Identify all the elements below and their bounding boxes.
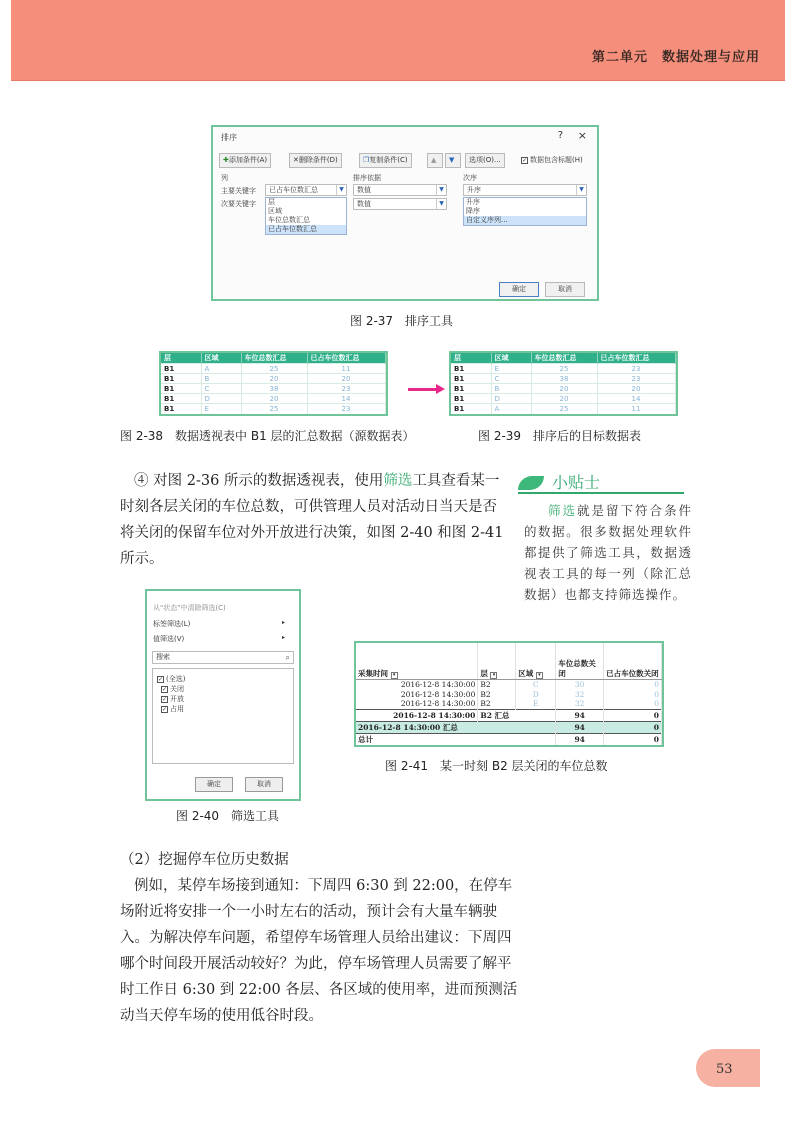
- header-time: 采集时间 ▾: [356, 643, 478, 679]
- header-area: 区域 ▾: [516, 643, 556, 679]
- table-row: [451, 364, 675, 374]
- subtotal-row: [356, 709, 662, 721]
- body-paragraph-2: 例如，某停车场接到通知：下周四 6:30 到 22:00，在停车场附近将安排一个一小时左右的活动，预计会有大量车辆驶入。为解决停车问题，希望停车场管理人员给出建议：下周四哪个时间段开展活动较好？为此，停车场管理人员需要了解平时工作日 6:30 到 22:00 各层、各区域的使用率，进而预测活动当天停车场的使用低谷时段。: [120, 878, 518, 1024]
- chevron-down-icon: ▼: [576, 185, 586, 195]
- chevron-right-icon: ▸: [281, 634, 285, 641]
- table-cell: 2016-12-8 14:30:00: [356, 699, 478, 709]
- table-cell: E: [201, 404, 241, 414]
- field-option[interactable]: 车位总数汇总: [268, 216, 310, 224]
- option-select-all[interactable]: ✓ (全选): [158, 675, 186, 683]
- caption-fig-2-38: 图 2-38 数据透视表中 B1 层的汇总数据（源数据表）: [120, 429, 415, 443]
- time-total-row: [356, 721, 662, 733]
- table-cell: 0: [604, 709, 662, 721]
- table-cell: 23: [597, 364, 675, 374]
- cancel-button[interactable]: 取消: [245, 777, 283, 792]
- table-cell: 2016-12-8 14:30:00 汇总: [356, 721, 556, 733]
- table-row: [356, 679, 662, 689]
- value-filter-item[interactable]: 值筛选(V) ▸: [153, 634, 285, 643]
- tip-text: [524, 500, 692, 605]
- table-cell: 0: [604, 733, 662, 745]
- move-up-button[interactable]: ▲: [427, 153, 443, 168]
- table-cell: A: [491, 404, 531, 414]
- table-cell: B1: [161, 364, 201, 374]
- table-cell: 总计: [356, 733, 556, 745]
- header-band: [11, 0, 785, 80]
- table-row: [161, 394, 385, 404]
- filter-icon[interactable]: ▾: [490, 672, 497, 679]
- order-option[interactable]: 降序: [466, 207, 480, 215]
- filter-icon[interactable]: ▾: [536, 672, 543, 679]
- checkbox-icon: ✓: [162, 685, 168, 693]
- table-cell: B2: [478, 699, 516, 709]
- table-cell: 20: [597, 384, 675, 394]
- checkbox-icon: ✓: [522, 156, 528, 164]
- table-cell: C: [516, 679, 556, 689]
- filter-options-list: [152, 668, 294, 764]
- para1-text-end: 工具查看某一时刻各层关闭的车位总数，可供管理人员对活动日当天是否将关闭的保留车位对外开放进行决策，如图 2-40 和图 2-41 所示。: [120, 473, 504, 567]
- ok-button[interactable]: 确定: [195, 777, 233, 792]
- tip-underline: [518, 492, 684, 494]
- grand-total-row: [356, 733, 662, 745]
- table-cell: 14: [307, 394, 385, 404]
- field-option[interactable]: 区域: [268, 207, 282, 215]
- caption-fig-2-39: 图 2-39 排序后的目标数据表: [478, 429, 642, 443]
- body-paragraph-1: [120, 468, 508, 572]
- clear-filter-item[interactable]: 从"状态"中清除筛选(C): [153, 604, 226, 612]
- table-row: [451, 374, 675, 384]
- add-condition-button[interactable]: ✚添加条件(A): [219, 153, 271, 168]
- table-cell: B: [491, 384, 531, 394]
- table-cell: E: [516, 699, 556, 709]
- filter-panel-screenshot: [145, 589, 301, 801]
- table-row: [161, 384, 385, 394]
- secondary-key-label: 次要关键字: [221, 200, 256, 208]
- tip-title: 小贴士: [552, 473, 601, 492]
- table-cell: E: [491, 364, 531, 374]
- table-cell: 11: [597, 404, 675, 414]
- table-cell: 20: [531, 394, 597, 404]
- table-row: [356, 689, 662, 699]
- field-option-selected[interactable]: 已占车位数汇总: [266, 225, 346, 234]
- options-button[interactable]: 选项(O)...: [465, 153, 505, 168]
- delete-icon: ✕: [293, 156, 299, 164]
- table-row: [451, 394, 675, 404]
- table-cell: 2016-12-8 14:30:00: [356, 709, 478, 721]
- table-row: [161, 374, 385, 384]
- has-header-checkbox[interactable]: ✓ 数据包含标题(H): [522, 156, 583, 164]
- unit-title: 第二单元 数据处理与应用: [591, 50, 760, 65]
- caption-fig-2-37: 图 2-37 排序工具: [350, 314, 454, 328]
- caption-fig-2-41: 图 2-41 某一时刻 B2 层关闭的车位总数: [385, 759, 608, 773]
- primary-sort-by-select[interactable]: 数值 ▼: [353, 184, 447, 196]
- table-cell: B1: [451, 374, 491, 384]
- header-cell: 已占车位数汇总: [307, 353, 385, 364]
- table-cell: B1: [161, 394, 201, 404]
- table-cell: 25: [241, 404, 307, 414]
- table-cell: 23: [597, 374, 675, 384]
- table-cell: B1: [161, 404, 201, 414]
- checkbox-icon: ✓: [162, 695, 168, 703]
- header-cell: 区域: [491, 353, 531, 364]
- table-cell: 11: [307, 364, 385, 374]
- option-closed[interactable]: ✓ 关闭: [162, 685, 184, 693]
- table-cell: D: [491, 394, 531, 404]
- chevron-down-icon: ▼: [436, 199, 446, 209]
- header-floor: 层 ▾: [478, 643, 516, 679]
- sorted-data-table: [449, 351, 678, 416]
- arrow-head-icon: [436, 384, 445, 394]
- table-cell: 0: [604, 699, 662, 709]
- table-cell: 20: [241, 394, 307, 404]
- table-cell: D: [201, 394, 241, 404]
- table-cell: B1: [161, 384, 201, 394]
- table-cell: A: [201, 364, 241, 374]
- table-cell: B1: [451, 384, 491, 394]
- table-cell: B2 汇总: [478, 709, 556, 721]
- table-cell: 32: [556, 689, 604, 699]
- leaf-icon: [518, 476, 544, 490]
- table-cell: 2016-12-8 14:30:00: [356, 679, 478, 689]
- header-cell: 车位总数汇总: [241, 353, 307, 364]
- para1-highlight: 筛选: [383, 473, 413, 489]
- dialog-title: 排序: [221, 133, 237, 142]
- table-header-row: [161, 353, 385, 364]
- header-occupied: 已占车位数关闭: [604, 643, 662, 679]
- table-cell: D: [516, 689, 556, 699]
- table-cell: B: [201, 374, 241, 384]
- table-cell: B1: [161, 374, 201, 384]
- table-cell: B1: [451, 394, 491, 404]
- field-dropdown-list: [265, 197, 347, 235]
- para1-text: ④ 对图 2-36 所示的数据透视表，使用: [134, 473, 384, 489]
- col-header-order: 次序: [463, 174, 477, 182]
- table-cell: 25: [241, 364, 307, 374]
- table-cell: 20: [531, 384, 597, 394]
- search-input[interactable]: 搜索 ⌕: [152, 651, 294, 664]
- tip-body: 就是留下符合条件的数据。很多数据处理软件都提供了筛选工具，数据透视表工具的每一列（除汇总数据）也都支持筛选操作。: [524, 503, 692, 602]
- option-occupied[interactable]: ✓ 占用: [162, 705, 184, 713]
- header-cell: 层: [161, 353, 201, 364]
- sort-dialog-screenshot: [211, 125, 599, 301]
- header-cell: 车位总数汇总: [531, 353, 597, 364]
- table-cell: 38: [531, 374, 597, 384]
- filter-icon[interactable]: ▾: [391, 672, 398, 679]
- primary-key-label: 主要关键字: [221, 187, 256, 195]
- table-cell: 23: [307, 384, 385, 394]
- table-row: [161, 364, 385, 374]
- caption-fig-2-40: 图 2-40 筛选工具: [176, 809, 280, 823]
- checkbox-icon: ✓: [158, 675, 164, 683]
- ok-button[interactable]: 确定: [499, 282, 539, 297]
- header-cell: 层: [451, 353, 491, 364]
- table-cell: C: [201, 384, 241, 394]
- table-row: [161, 404, 385, 414]
- table-cell: 30: [556, 679, 604, 689]
- source-data-table: [159, 351, 388, 416]
- table-cell: 94: [556, 709, 604, 721]
- option-open[interactable]: ✓ 开放: [162, 695, 184, 703]
- chevron-right-icon: ▸: [281, 619, 285, 626]
- table-cell: B2: [478, 689, 516, 699]
- checkbox-icon: ✓: [162, 705, 168, 713]
- chevron-down-icon: ▼: [336, 185, 346, 195]
- table-cell: B2: [478, 679, 516, 689]
- col-header-column: 列: [221, 174, 228, 182]
- pivot-table-screenshot: [354, 641, 664, 747]
- pivot-header-row: [356, 643, 662, 679]
- table-cell: 25: [531, 404, 597, 414]
- primary-key-select[interactable]: 已占车位数汇总 ▼: [265, 184, 347, 196]
- order-option-selected[interactable]: 自定义序列...: [464, 216, 586, 225]
- table-cell: 0: [604, 721, 662, 733]
- table-cell: 14: [597, 394, 675, 404]
- table-cell: 94: [556, 733, 604, 745]
- table-cell: 25: [531, 364, 597, 374]
- plus-icon: ✚: [223, 156, 229, 164]
- table-row: [356, 699, 662, 709]
- table-cell: 20: [307, 374, 385, 384]
- cancel-button[interactable]: 取消: [545, 282, 585, 297]
- secondary-sort-by-select[interactable]: 数值 ▼: [353, 198, 447, 210]
- table-cell: 32: [556, 699, 604, 709]
- label-filter-item[interactable]: 标签筛选(L) ▸: [153, 619, 285, 628]
- primary-order-select[interactable]: 升序 ▼: [463, 184, 587, 196]
- header-rule: [11, 80, 785, 81]
- table-cell: B1: [451, 364, 491, 374]
- help-button[interactable]: ?: [557, 130, 563, 141]
- tip-highlight: 筛选: [548, 503, 577, 518]
- table-cell: C: [491, 374, 531, 384]
- section-title: （2）挖掘停车位历史数据: [120, 852, 289, 868]
- copy-icon: ❐: [363, 156, 370, 164]
- col-header-sort-by: 排序依据: [353, 174, 381, 182]
- table-cell: 0: [604, 689, 662, 699]
- dialog-titlebar: [213, 127, 597, 147]
- table-row: [451, 384, 675, 394]
- field-option[interactable]: 层: [268, 198, 275, 206]
- chevron-down-icon: ▼: [436, 185, 446, 195]
- header-cell: 区域: [201, 353, 241, 364]
- order-dropdown-list: [463, 197, 587, 226]
- copy-condition-button[interactable]: ❐复制条件(C): [359, 153, 412, 168]
- table-cell: 2016-12-8 14:30:00: [356, 689, 478, 699]
- search-icon: ⌕: [285, 653, 290, 662]
- table-cell: 23: [307, 404, 385, 414]
- header-total: 车位总数关闭: [556, 643, 604, 679]
- table-cell: 0: [604, 679, 662, 689]
- page-number: 53: [716, 1062, 733, 1077]
- move-down-button[interactable]: ▼: [445, 153, 461, 168]
- table-cell: 20: [241, 374, 307, 384]
- table-cell: 38: [241, 384, 307, 394]
- table-row: [451, 404, 675, 414]
- order-option[interactable]: 升序: [466, 198, 480, 206]
- table-header-row: [451, 353, 675, 364]
- close-button[interactable]: ×: [577, 129, 587, 142]
- table-cell: 94: [556, 721, 604, 733]
- delete-condition-button[interactable]: ✕删除条件(D): [289, 153, 342, 168]
- table-cell: B1: [451, 404, 491, 414]
- header-cell: 已占车位数汇总: [597, 353, 675, 364]
